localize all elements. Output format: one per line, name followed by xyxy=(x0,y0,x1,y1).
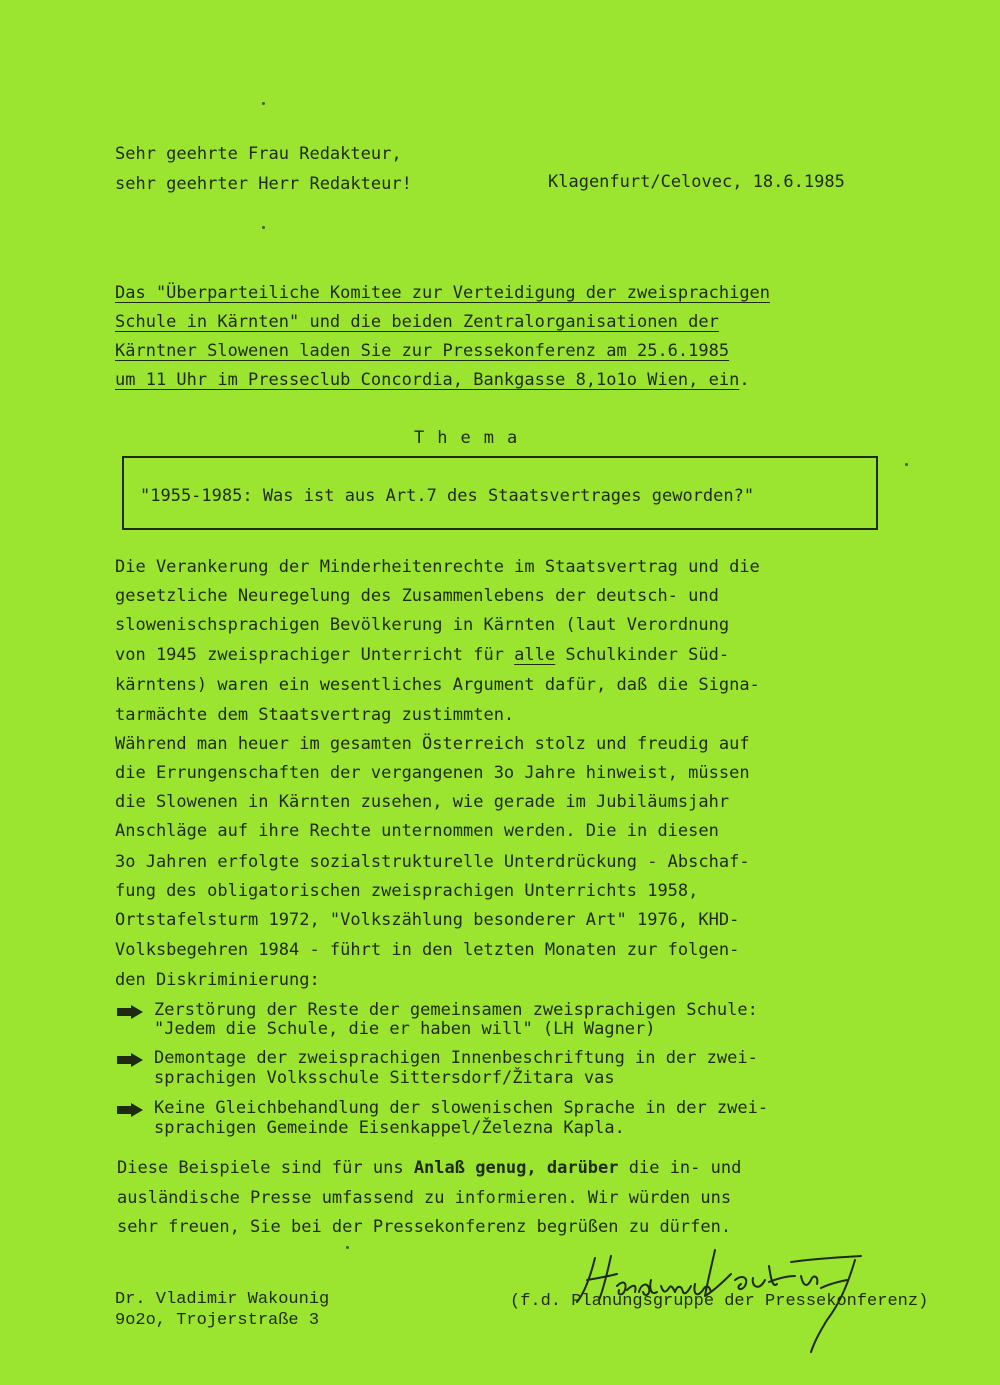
body-line: tarmächte dem Staatsvertrag zustimmten. xyxy=(115,705,515,725)
body-line: die Slowenen in Kärnten zusehen, wie gerade im Jubiläumsjahr xyxy=(115,792,730,812)
intro-line: um 11 Uhr im Presseclub Concordia, Bankgasse 8,1o1o Wien, ein. xyxy=(115,370,750,390)
topic-box xyxy=(122,456,878,530)
arrow-bullet-icon xyxy=(117,1053,143,1067)
bullet-line: "Jedem die Schule, die er haben will" (LH Wagner) xyxy=(154,1019,656,1039)
salutation-line-1: Sehr geehrte Frau Redakteur, xyxy=(115,144,402,164)
emphasis-alle: alle xyxy=(514,645,556,665)
body-line: slowenischsprachigen Bevölkerung in Kärnten (laut Verordnung xyxy=(115,615,730,635)
bullet-line: Keine Gleichbehandlung der slowenischen Sprache in der zwei- xyxy=(154,1098,769,1118)
intro-line: Kärntner Slowenen laden Sie zur Pressekonferenz am 25.6.1985 xyxy=(115,341,730,361)
bullet-line: Zerstörung der Reste der gemeinsamen zweisprachigen Schule: xyxy=(154,1000,758,1020)
on-behalf-line: (f.d. Planungsgruppe der Pressekonferenz) xyxy=(510,1292,929,1311)
body-line: kärntens) waren ein wesentliches Argument dafür, daß die Signa- xyxy=(115,675,760,695)
arrow-bullet-icon xyxy=(117,1005,143,1019)
body-line: fung des obligatorischen zweisprachigen Unterrichts 1958, xyxy=(115,881,699,901)
closing-line: sehr freuen, Sie bei der Pressekonferenz begrüßen zu dürfen. xyxy=(117,1217,732,1237)
body-line: Die Verankerung der Minderheitenrechte im Staatsvertrag und die xyxy=(115,557,760,577)
topic-label: Thema xyxy=(414,428,531,448)
body-line: Ortstafelsturm 1972, "Volkszählung besonderer Art" 1976, KHD- xyxy=(115,910,740,930)
paper-speck xyxy=(346,1246,349,1249)
salutation-line-2: sehr geehrter Herr Redakteur! xyxy=(115,174,412,194)
topic-title: "1955-1985: Was ist aus Art.7 des Staatsvertrages geworden?" xyxy=(140,486,755,506)
body-line: gesetzliche Neuregelung des Zusammenlebens der deutsch- und xyxy=(115,586,719,606)
sender-name: Dr. Vladimir Wakounig xyxy=(115,1290,330,1309)
body-line: 3o Jahren erfolgte sozialstrukturelle Unterdrückung - Abschaf- xyxy=(115,852,750,872)
sender-address: 9o2o, Trojerstraße 3 xyxy=(115,1311,320,1330)
intro-line: Das "Überparteiliche Komitee zur Verteidigung der zweisprachigen xyxy=(115,283,771,303)
body-line: den Diskriminierung: xyxy=(115,970,320,990)
body-line: Volksbegehren 1984 - führt in den letzten Monaten zur folgen- xyxy=(115,940,740,960)
intro-line: Schule in Kärnten" und die beiden Zentralorganisationen der xyxy=(115,312,719,332)
bullet-line: Demontage der zweisprachigen Innenbeschriftung in der zwei- xyxy=(154,1048,758,1068)
paper-speck xyxy=(905,463,908,466)
body-line: Während man heuer im gesamten Österreich stolz und freudig auf xyxy=(115,734,750,754)
closing-line: ausländische Presse umfassend zu informieren. Wir würden uns xyxy=(117,1188,732,1208)
place-date: Klagenfurt/Celovec, 18.6.1985 xyxy=(548,172,845,192)
paper-speck xyxy=(262,226,265,229)
bullet-line: sprachigen Volksschule Sittersdorf/Žitara vas xyxy=(154,1068,615,1088)
closing-line: Diese Beispiele sind für uns Anlaß genug, darüber die in- und xyxy=(117,1158,742,1178)
body-line: die Errungenschaften der vergangenen 3o Jahre hinweist, müssen xyxy=(115,763,750,783)
arrow-bullet-icon xyxy=(117,1103,143,1117)
bullet-line: sprachigen Gemeinde Eisenkappel/Železna Kapla. xyxy=(154,1118,625,1138)
paper-speck xyxy=(262,102,265,105)
body-line: von 1945 zweisprachiger Unterricht für alle Schulkinder Süd- xyxy=(115,645,730,665)
body-line: Anschläge auf ihre Rechte unternommen werden. Die in diesen xyxy=(115,821,719,841)
